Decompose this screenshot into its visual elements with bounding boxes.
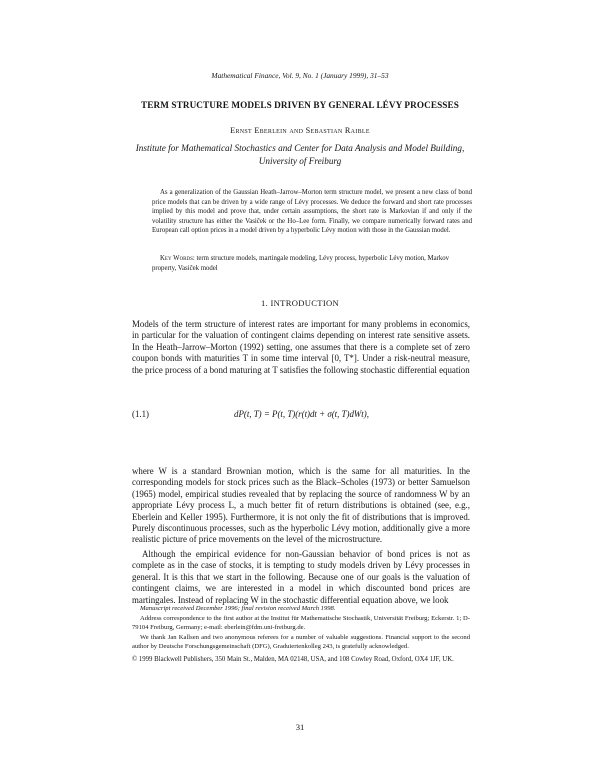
keywords: [152, 254, 472, 273]
footnote-received: Manuscript received December 1996; final revision received March 1998.: [140, 605, 336, 612]
copyright-notice: © 1999 Blackwell Publishers, 350 Main St., Malden, MA 02148, USA, and 108 Cowley Road, Oxford, OX4 1JF, UK.: [132, 656, 454, 663]
page-number: 31: [295, 722, 305, 732]
footnote-thanks: We thank Jan Kallsen and two anonymous referees for a number of valuable suggestions. Financial support to the second author by Deutsche Forschungsgemeinschaft (DFG), Graduiertenkolleg 243, is gratefully acknowledged.: [132, 634, 470, 651]
keywords-label: Key Words: [160, 255, 193, 262]
author-affiliation: Institute for Mathematical Stochastics and Center for Data Analysis and Model Building, University of Freiburg: [135, 143, 465, 166]
body-paragraph: Although the empirical evidence for non-Gaussian behavior of bond prices is not as complete as in the case of stocks, it is tempting to study models driven by Lévy processes in general. It is this that we start in the following. Because one of our goals is the valuation of contingent claims, we are interested in a model in which discounted bond prices are martingales. Instead of replacing W in the stochastic differential equation above, we look: [132, 549, 470, 605]
article-authors: Ernst Eberlein and Sebastian Raible: [230, 126, 370, 135]
footnote-address: Address correspondence to the first author at the Institut für Mathematische Stochastik, Universität Freiburg; Eckerstr. 1; D-79104 Freiburg, Germany; e-mail: eberlein@fdm.uni-freiburg.de.: [132, 615, 470, 632]
keywords-list: : term structure models, martingale modeling, Lévy process, hyperbolic Lévy motion, Markov property, Vasiček model: [152, 255, 450, 272]
journal-citation: Mathematical Finance, Vol. 9, No. 1 (January 1999), 31–53: [211, 71, 389, 80]
equation-number: (1.1): [132, 409, 150, 419]
article-title: TERM STRUCTURE MODELS DRIVEN BY GENERAL LÉVY PROCESSES: [141, 100, 459, 110]
body-paragraph: where W is a standard Brownian motion, which is the same for all maturities. In the corresponding models for stock prices such as the Black–Scholes (1973) or better Samuelson (1965) model, empirical studies revealed that by replacing the source of randomness W by an appropriate Lévy process L, a much better fit of return distributions is obtained (see, e.g., Eberlein and Keller 1995). Furthermore, it is not only the fit of distributions that is improved. Purely discontinuous processes, such as the hyperbolic Lévy motion, additionally give a more realistic picture of price movements on the level of the microstructure.: [132, 466, 470, 545]
body-paragraph: Models of the term structure of interest rates are important for many problems in economics, in particular for the valuation of contingent claims depending on interest rate sensitive assets. In the Heath–Jarrow–Morton (1992) setting, one assumes that there is a complete set of zero coupon bonds with maturities T in some time interval [0, T*]. Under a risk-neutral measure, the price process of a bond maturing at T satisfies the following stochastic differential equation: [132, 319, 470, 375]
abstract: As a generalization of the Gaussian Heath–Jarrow–Morton term structure model, we present a new class of bond price models that can be driven by a wide range of Lévy processes. We deduce the forward and short rate processes implied by this model and prove that, under certain assumptions, the short rate is Markovian if and only if the volatility structure has either the Vasiček or the Ho–Lee form. Finally, we compare numerically forward rates and European call option prices in a model driven by a hyperbolic Lévy motion with those in the Gaussian model.: [152, 189, 472, 235]
section-heading: 1. INTRODUCTION: [260, 298, 340, 308]
equation: dP(t, T) = P(t, T)(r(t)dt + σ(t, T)dWt),: [234, 409, 369, 419]
